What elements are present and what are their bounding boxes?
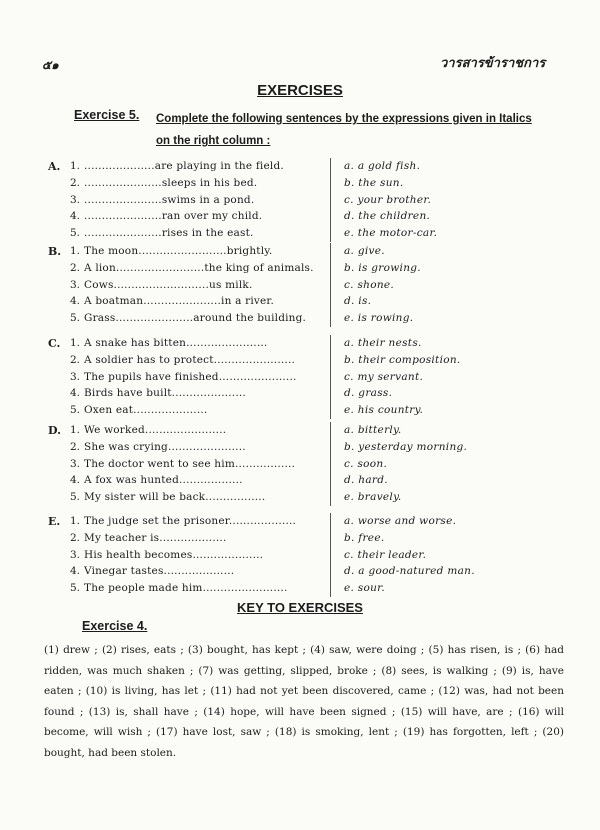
- sentence-blank: My sister will be back.................: [84, 491, 266, 504]
- answer-option: c. their leader.: [344, 548, 427, 561]
- item-number: 4.: [69, 387, 80, 400]
- exercise-4-label: Exercise 4.: [82, 619, 148, 633]
- sentence-blank: The judge set the prisoner...................: [84, 515, 297, 527]
- sentence-blank: Cows...........................us milk.: [84, 278, 253, 291]
- sentence-blank: ......................sleeps in his bed.: [84, 176, 258, 189]
- sentence-blank: She was crying......................: [84, 440, 246, 453]
- sentence-blank: ....................are playing in the field.: [84, 160, 284, 172]
- item-number: 5.: [69, 582, 80, 595]
- answer-option: b. yesterday morning.: [344, 440, 468, 453]
- sentence-blank: ......................swims in a pond.: [84, 193, 255, 206]
- answer-option: d. is.: [344, 295, 372, 308]
- answer-option: c. shone.: [344, 278, 395, 291]
- item-number: 4.: [69, 210, 80, 223]
- sentence-blank: A soldier has to protect.......................: [84, 353, 296, 366]
- item-number: 1.: [69, 337, 80, 349]
- answer-option: a. give.: [344, 245, 385, 257]
- item-number: 2.: [69, 261, 80, 274]
- answer-option: c. my servant.: [344, 370, 424, 383]
- item-number: 4.: [69, 565, 80, 578]
- item-number: 4.: [69, 474, 80, 487]
- answer-option: e. the motor-car.: [344, 227, 438, 240]
- group-letter: E.: [48, 515, 61, 528]
- column-divider: [330, 335, 331, 419]
- page-number: ๕๑: [42, 58, 59, 72]
- item-number: 2.: [69, 440, 80, 453]
- group-letter: D.: [48, 424, 61, 437]
- answer-option: d. grass.: [344, 387, 393, 400]
- sentence-blank: A boatman......................in a river.: [84, 295, 275, 308]
- answer-option: a. bitterly.: [344, 424, 402, 436]
- item-number: 2.: [69, 176, 80, 189]
- group-letter: A.: [48, 160, 61, 173]
- answer-option: d. a good-natured man.: [344, 565, 475, 578]
- item-number: 2.: [69, 531, 80, 544]
- answer-option: e. bravely.: [344, 491, 402, 504]
- sentence-blank: The pupils have finished......................: [84, 370, 297, 383]
- sentence-blank: His health becomes....................: [84, 548, 264, 561]
- answer-option: c. soon.: [344, 457, 388, 470]
- item-number: 1.: [69, 515, 80, 527]
- sentence-blank: We worked.......................: [84, 424, 227, 436]
- answer-option: e. is rowing.: [344, 312, 414, 325]
- sentence-blank: Vinegar tastes....................: [84, 565, 235, 578]
- column-divider: [330, 158, 331, 242]
- exercises-title: EXERCISES: [257, 82, 343, 99]
- item-number: 1.: [69, 160, 80, 172]
- exercise-4-answers: (1) drew ; (2) rises, eats ; (3) bought, has kept ; (4) saw, were doing ; (5) has risen, is ; (6) had ridden, was much shaken ; (7) was getting, slipped, broke ; (8) sees, is walking ; (9) is, have eaten ; (10) is living, has let ; (11) had not yet been discovered, came ; (12) was, had not been found ; (13) is, shall have ; (14) hope, will have been signed ; (15) will have, are ; (16) will become, will wish ; (17) have lost, saw ; (18) is smoking, lent ; (19) has forgotten, left ; (20) bought, had been stolen.: [44, 644, 564, 759]
- item-number: 3.: [69, 370, 80, 383]
- answer-option: b. is growing.: [344, 261, 421, 274]
- sentence-blank: The doctor went to see him.................: [84, 457, 296, 470]
- answer-option: a. their nests.: [344, 337, 422, 349]
- exercise-5-instruction: Complete the following sentences by the expressions given in Italics on the right column :: [156, 113, 532, 147]
- answer-option: a. a gold fish.: [344, 160, 421, 172]
- column-divider: [330, 513, 331, 597]
- sentence-blank: Grass......................around the building.: [84, 312, 307, 325]
- answer-option: a. worse and worse.: [344, 515, 457, 527]
- column-divider: [330, 243, 331, 327]
- answer-option: b. their composition.: [344, 353, 461, 366]
- item-number: 5.: [69, 404, 80, 417]
- item-number: 1.: [69, 424, 80, 436]
- item-number: 3.: [69, 193, 80, 206]
- answer-option: c. your brother.: [344, 193, 432, 206]
- item-number: 3.: [69, 548, 80, 561]
- answer-option: e. his country.: [344, 404, 424, 417]
- item-number: 5.: [69, 312, 80, 325]
- item-number: 2.: [69, 353, 80, 366]
- sentence-blank: A snake has bitten.......................: [84, 337, 268, 349]
- group-letter: C.: [48, 337, 61, 350]
- sentence-blank: The people made him........................: [84, 582, 288, 595]
- item-number: 3.: [69, 278, 80, 291]
- answer-option: b. free.: [344, 531, 385, 544]
- item-number: 3.: [69, 457, 80, 470]
- exercise-5-label: Exercise 5.: [74, 108, 140, 122]
- sentence-blank: The moon.........................brightly.: [84, 245, 273, 257]
- sentence-blank: A lion.........................the king of animals.: [84, 261, 314, 274]
- sentence-blank: Oxen eat.....................: [84, 404, 208, 417]
- sentence-blank: ......................rises in the east.: [84, 227, 254, 240]
- sentence-blank: A fox was hunted..................: [84, 474, 243, 487]
- item-number: 4.: [69, 295, 80, 308]
- answer-option: e. sour.: [344, 582, 385, 595]
- item-number: 5.: [69, 491, 80, 504]
- item-number: 5.: [69, 227, 80, 240]
- group-letter: B.: [48, 245, 62, 258]
- answer-option: d. the children.: [344, 210, 431, 223]
- key-title: KEY TO EXERCISES: [237, 600, 363, 615]
- sentence-blank: Birds have built.....................: [84, 387, 246, 400]
- answer-option: b. the sun.: [344, 176, 404, 189]
- sentence-blank: My teacher is...................: [84, 531, 227, 544]
- sentence-blank: ......................ran over my child.: [84, 210, 263, 223]
- column-divider: [330, 422, 331, 506]
- journal-title: วารสารข้าราชการ: [440, 56, 546, 71]
- answer-option: d. hard.: [344, 474, 388, 487]
- item-number: 1.: [69, 245, 80, 257]
